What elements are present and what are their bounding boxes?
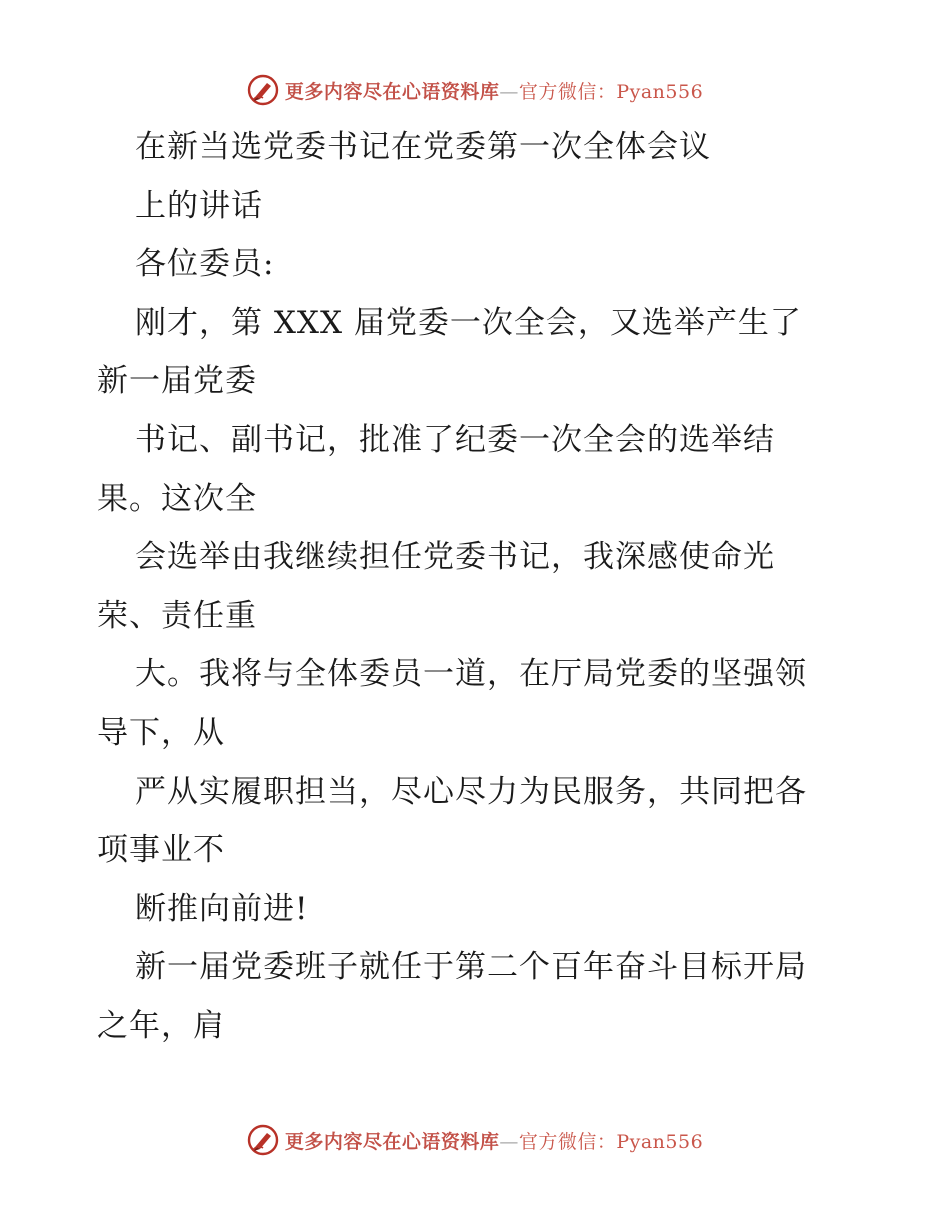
doc-line: 断推向前进! [135, 890, 309, 927]
doc-line: 各位委员: [135, 246, 275, 283]
doc-line: 上的讲话 [135, 187, 263, 224]
doc-line: 严从实履职担当，尽心尽力为民服务，共同把各 [135, 773, 807, 810]
doc-line: 书记、副书记，批准了纪委一次全会的选举结 [135, 421, 775, 458]
doc-line: 之年，肩 [97, 1007, 225, 1044]
watermark-text [285, 77, 703, 104]
doc-line: 大。我将与全体委员一道，在厅局党委的坚强领 [135, 656, 807, 693]
watermark-separator: — [499, 80, 519, 103]
watermark-wechat: 官方微信：Pyan556 [518, 1130, 704, 1153]
watermark-wechat: 官方微信：Pyan556 [518, 80, 704, 103]
footer-watermark [0, 1120, 950, 1160]
watermark-brand: 更多内容尽在心语资料库 [284, 1130, 500, 1153]
pen-logo-icon [247, 1124, 279, 1156]
doc-line: 荣、责任重 [97, 597, 257, 634]
doc-line: 导下，从 [97, 714, 225, 751]
header-watermark [0, 70, 950, 110]
watermark-brand: 更多内容尽在心语资料库 [284, 80, 500, 103]
doc-line: 在新当选党委书记在党委第一次全体会议 [135, 129, 711, 165]
doc-line: 项事业不 [97, 832, 225, 869]
doc-line: 新一届党委 [97, 363, 257, 400]
doc-line: 刚才，第 XXX 届党委一次全会，又选举产生了 [135, 304, 802, 341]
doc-line: 新一届党委班子就任于第二个百年奋斗目标开局 [135, 949, 807, 986]
watermark-separator: — [499, 1130, 519, 1153]
doc-line: 会选举由我继续担任党委书记，我深感使命光 [135, 539, 775, 576]
document-body [97, 118, 857, 1056]
watermark-text [285, 1127, 703, 1154]
pen-logo-icon [247, 74, 279, 106]
doc-line: 果。这次全 [97, 480, 257, 517]
